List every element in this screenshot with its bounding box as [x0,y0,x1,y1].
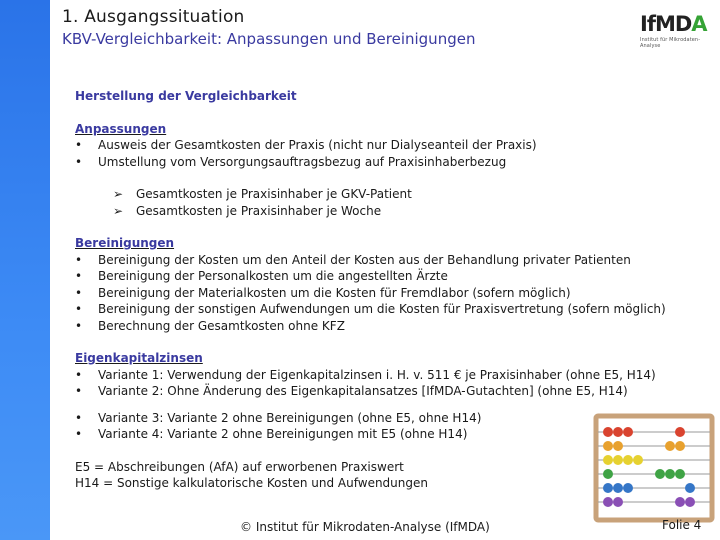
section-title-anpassungen: Anpassungen [75,121,167,136]
logo-wordmark [640,12,714,36]
list-item: • Ausweis der Gesamtkosten der Praxis (nicht nur Dialyseanteil der Praxis) [75,138,537,152]
slide-header [62,6,622,49]
slide-subtitle: KBV-Vergleichbarkeit: Anpassungen und Bereinigungen [62,30,476,48]
bullet-icon: • [75,427,83,441]
list-item: • Variante 3: Variante 2 ohne Bereinigungen (ohne E5, ohne H14) [75,410,482,425]
content-heading: Herstellung der Vergleichbarkeit [75,89,297,103]
list-item: • Bereinigung der Personalkosten um die angestellten Ärzte [75,269,448,283]
bullet-icon: • [75,384,83,398]
sub-list-item: ➢ Gesamtkosten je Praxisinhaber je Woche [113,203,382,218]
arrow-bullet-icon: ➢ [113,187,124,201]
legend-line: E5 = Abschreibungen (AfA) auf erworbenen Praxiswert [75,459,404,474]
list-item: • Variante 4: Variante 2 ohne Bereinigungen mit E5 (ohne H14) [75,427,468,441]
sub-list-item: ➢ Gesamtkosten je Praxisinhaber je GKV-Patient [113,187,412,201]
bullet-icon: • [75,410,83,425]
slide-number: Folie 4 [662,518,702,532]
section-title-eigenkapitalzinsen: Eigenkapitalzinsen [75,351,203,365]
logo-text-accent: A [691,12,707,36]
bullet-icon: • [75,269,83,283]
logo-text-main: IfMD [640,12,692,36]
list-item: • Variante 2: Ohne Änderung des Eigenkapitalansatzes [IfMDA-Gutachten] (ohne E5, H14) [75,384,628,398]
abacus-icon [590,408,718,528]
bullet-icon: • [75,154,83,169]
bullet-icon: • [75,252,83,267]
ifmda-logo [640,12,714,48]
list-item: • Berechnung der Gesamtkosten ohne KFZ [75,318,345,333]
bullet-icon: • [75,367,83,382]
list-item: • Umstellung vom Versorgungsauftragsbezug auf Praxisinhaberbezug [75,154,507,169]
section-title-bereinigungen: Bereinigungen [75,236,175,250]
bullet-icon: • [75,318,83,333]
left-sidebar-bar [0,0,50,540]
list-item: • Variante 1: Verwendung der Eigenkapitalzinsen i. H. v. 511 € je Praxisinhaber (ohne E5, H14) [75,367,656,382]
bullet-icon: • [75,285,83,300]
footer-copyright: © Institut für Mikrodaten-Analyse (IfMDA) [240,520,490,534]
list-item: • Bereinigung der Kosten um den Anteil der Kosten aus der Behandlung privater Patienten [75,252,631,267]
list-item: • Bereinigung der Materialkosten um die Kosten für Fremdlabor (sofern möglich) [75,285,571,300]
bullet-icon: • [75,302,83,316]
slide-title: 1. Ausgangssituation [62,7,245,27]
legend-line: H14 = Sonstige kalkulatorische Kosten und Aufwendungen [75,476,428,490]
list-item: • Bereinigung der sonstigen Aufwendungen um die Kosten für Praxisvertretung (sofern möglich) [75,302,666,316]
bullet-icon: • [75,138,83,152]
arrow-bullet-icon: ➢ [113,203,124,218]
logo-tagline: Institut für Mikrodaten-Analyse [640,37,701,49]
